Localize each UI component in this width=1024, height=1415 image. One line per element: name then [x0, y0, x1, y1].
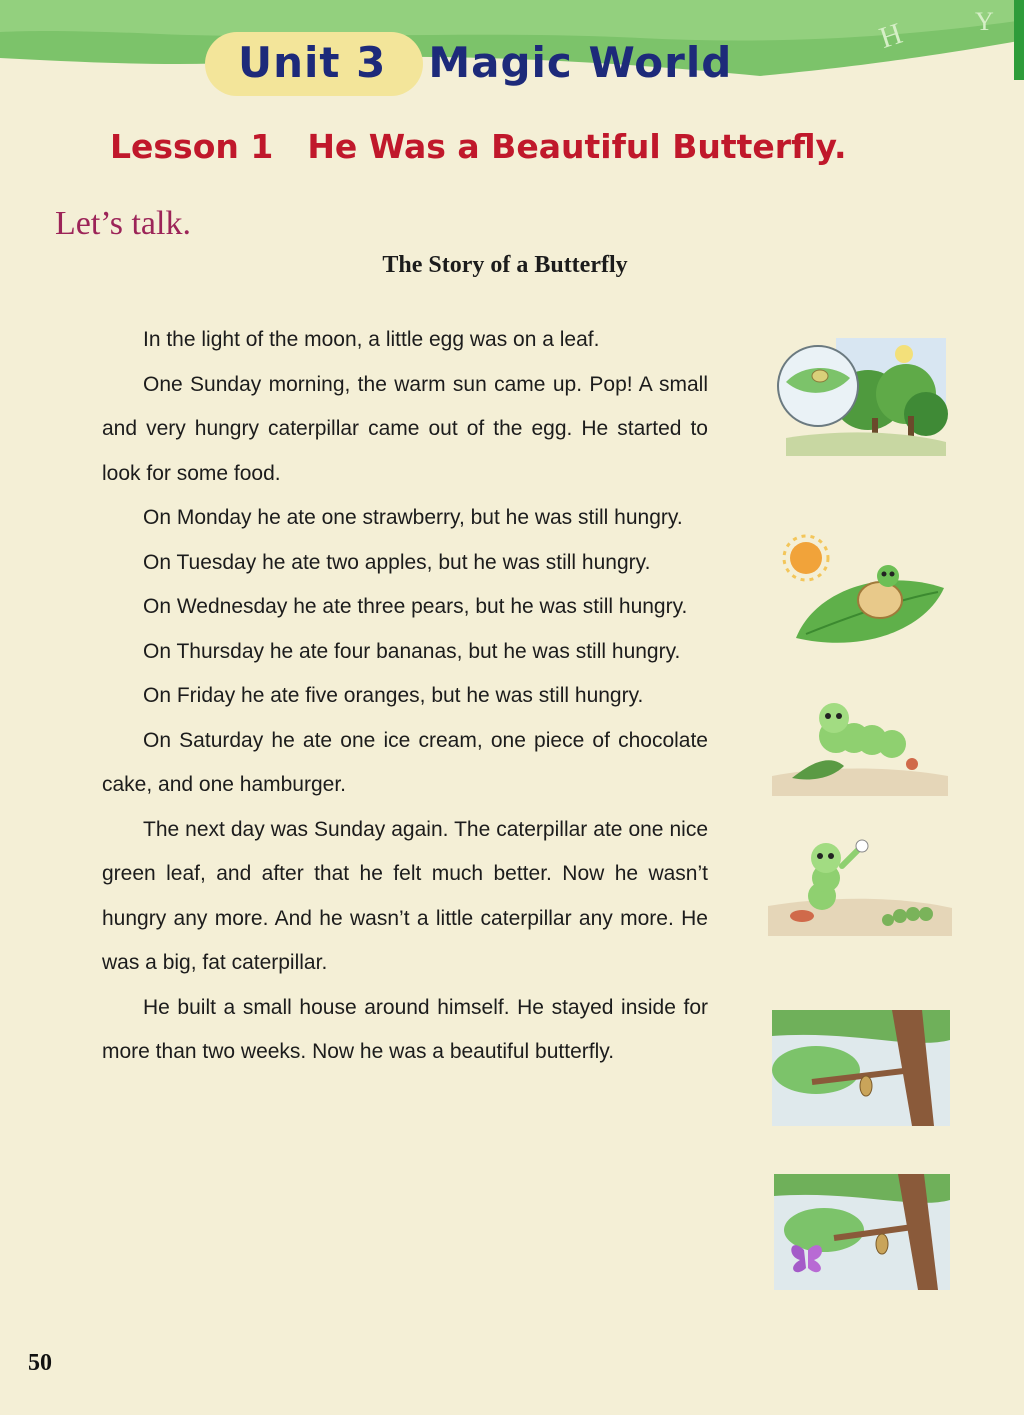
lesson-title	[110, 127, 847, 166]
page-number: 50	[28, 1350, 52, 1376]
story-paragraph: On Tuesday he ate two apples, but he was still hungry.	[143, 550, 651, 574]
lesson-name: He Was a Beautiful Butterfly.	[307, 127, 847, 166]
story-paragraph: On Friday he ate five oranges, but he was still hungry.	[143, 684, 644, 707]
story-paragraph: On Thursday he ate four bananas, but he was still hungry.	[143, 639, 681, 663]
caterpillar-hatching-illustration	[776, 528, 948, 656]
story-title: The Story of a Butterfly	[382, 252, 628, 278]
butterfly-emerging-illustration	[774, 1174, 950, 1290]
story-paragraph: One Sunday morning, the warm sun came up. Pop! A small and very hungry caterpillar came out of the egg. He started to look for some food.	[102, 372, 708, 485]
unit-name: Magic World	[428, 38, 733, 87]
caterpillar-eating-illustration	[772, 692, 948, 796]
story-text	[102, 318, 708, 1075]
egg-on-leaf-moon-illustration	[776, 338, 948, 456]
story-paragraph: He built a small house around himself. He stayed inside for more than two weeks. Now he was a beautiful butterfly.	[102, 995, 708, 1063]
lesson-number: Lesson 1	[110, 127, 274, 166]
unit-number: Unit 3	[238, 38, 387, 87]
unit-title	[238, 38, 732, 87]
story-paragraph: On Monday he ate one strawberry, but he was still hungry.	[143, 506, 683, 529]
story-paragraph: On Saturday he ate one ice cream, one piece of chocolate cake, and one hamburger.	[102, 728, 708, 796]
story-paragraph: In the light of the moon, a little egg was on a leaf.	[143, 328, 600, 351]
cocoon-on-branch-illustration	[772, 1010, 950, 1126]
story-paragraph: On Wednesday he ate three pears, but he was still hungry.	[143, 595, 688, 618]
svg-text:Y: Y	[975, 7, 994, 36]
caterpillar-waving-illustration	[768, 836, 952, 936]
section-label: Let’s talk.	[55, 205, 191, 242]
story-paragraph: The next day was Sunday again. The caterpillar ate one nice green leaf, and after that he felt much better. Now he wasn’t hungry any more. And he wasn’t a little caterpillar any more. He was a big, fat caterpillar.	[102, 817, 708, 974]
svg-text:H: H	[875, 16, 907, 55]
